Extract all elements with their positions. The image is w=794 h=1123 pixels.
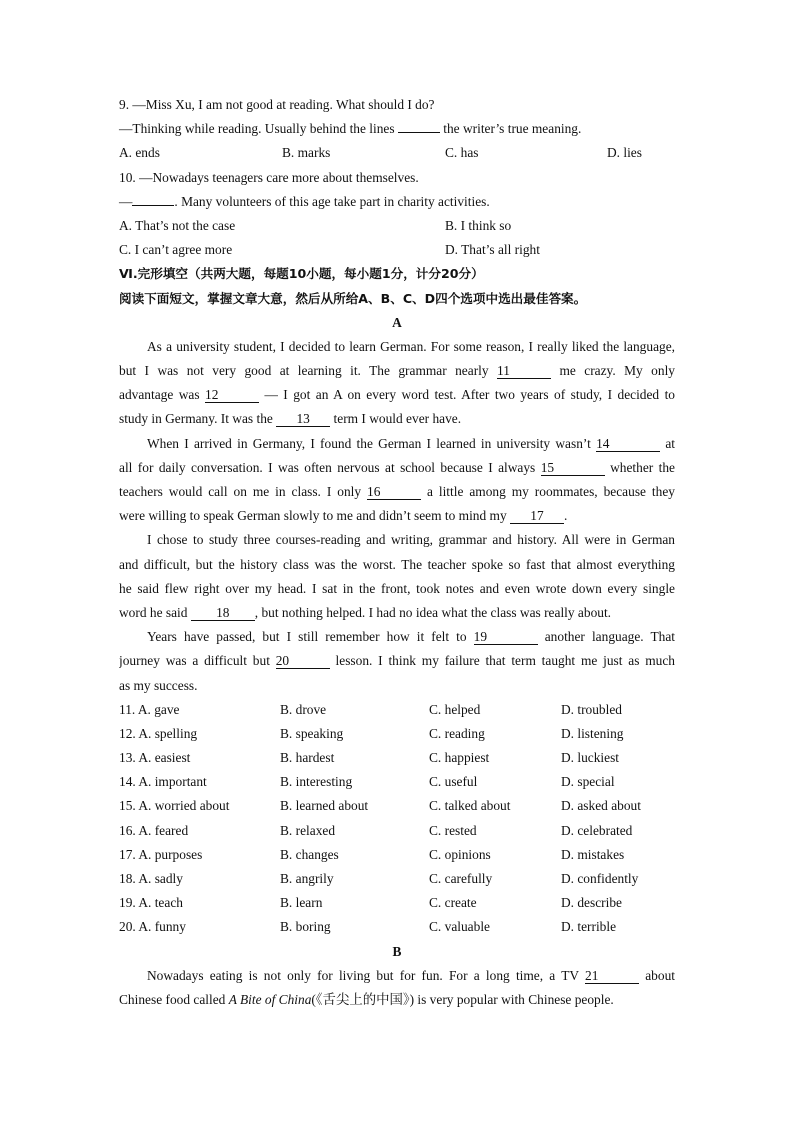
passage-line: but I was not very good at learning it. The grammar nearly 11 me crazy. My only	[119, 363, 675, 379]
option-row-16: 16. A. feared B. relaxed C. rested D. celebrated	[119, 822, 633, 838]
q9-options	[119, 141, 675, 165]
page-content	[119, 93, 675, 1012]
section-instruction: 阅读下面短文，掌握文章大意，然后从所给A、B、C、D四个选项中选出最佳答案。	[119, 290, 587, 306]
option-row-19: 19. A. teach B. learn C. create D. describe	[119, 895, 622, 911]
passage-line: When I arrived in Germany, I found the German I learned in university wasn’t 14 at	[147, 435, 675, 451]
blank-14: 14	[596, 436, 660, 452]
passage-line: Nowadays eating is not only for living but for fun. For a long time, a TV 21 about	[147, 967, 675, 983]
q9-reply: —Thinking while reading. Usually behind the lines the writer’s true meaning.	[119, 121, 582, 137]
option-row-15: 15. A. worried about B. learned about C. talked about D. asked about	[119, 798, 641, 814]
passage-a-heading: A	[392, 314, 402, 330]
q10-option-b: B. I think so	[445, 217, 512, 233]
passage-line: I chose to study three courses-reading and writing, grammar and history. All were in German	[147, 532, 675, 548]
section-title: Ⅵ.完形填空（共两大题，每题10小题，每小题1分，计分20分）	[119, 266, 484, 282]
q9-prompt: 9. —Miss Xu, I am not good at reading. What should I do?	[119, 97, 435, 112]
passage-line: advantage was 12 — I got an A on every word test. After two years of study, I decided to	[119, 387, 675, 403]
blank-12: 12	[205, 387, 259, 403]
option-row-18: 18. A. sadly B. angrily C. carefully D. confidently	[119, 871, 639, 886]
passage-line: he said flew right over my head. I sat in the front, took notes and even wrote down every single	[119, 580, 675, 596]
passage-line: journey was a difficult but 20 lesson. I think my failure that term taught me just as much	[119, 653, 675, 669]
q10-reply: — . Many volunteers of this age take part in charity activities.	[119, 193, 490, 209]
blank-17: 17	[510, 508, 564, 524]
passage-line: word he said 18 , but nothing helped. I had no idea what the class was really about.	[119, 604, 612, 620]
q10-prompt: 10. —Nowadays teenagers care more about themselves.	[119, 169, 419, 185]
q10-options-row1	[119, 214, 675, 238]
passage-line: Chinese food called A Bite of China(《舌尖上的中国》) is very popular with Chinese people.	[119, 991, 614, 1007]
blank-19: 19	[474, 629, 538, 645]
option-row-12: 12. A. spelling B. speaking C. reading D. listening	[119, 725, 624, 741]
passage-b-heading: B	[392, 943, 402, 959]
blank-21: 21	[585, 968, 639, 984]
blank-11: 11	[497, 363, 551, 379]
option-row-14: 14. A. important B. interesting C. useful D. special	[119, 774, 615, 790]
blank-20: 20	[276, 653, 330, 669]
tv-title: A Bite of China	[228, 991, 312, 1007]
q9-option-b: B. marks	[282, 145, 331, 161]
q9-option-d: D. lies	[607, 145, 642, 161]
passage-line: teachers would call on me in class. I only 16 a little among my roommates, because they	[119, 484, 675, 499]
blank-18: 18	[191, 605, 255, 621]
answer-blank	[398, 132, 440, 133]
passage-line: study in Germany. It was the 13 term I would ever have.	[119, 411, 462, 427]
option-row-13: 13. A. easiest B. hardest C. happiest D. luckiest	[119, 750, 620, 766]
option-row-17: 17. A. purposes B. changes C. opinions D. mistakes	[119, 846, 625, 862]
q9-option-c: C. has	[445, 145, 479, 161]
answer-blank	[132, 205, 174, 206]
passage-line: and difficult, but the history class was the worst. The teacher spoke so fast that almost everything	[119, 556, 675, 572]
blank-16: 16	[367, 484, 421, 500]
q10-option-a: A. That’s not the case	[119, 217, 236, 233]
passage-line: all for daily conversation. I was often nervous at school because I always 15 whether the	[119, 459, 675, 475]
passage-line: were willing to speak German slowly to me and didn’t seem to mind my 17 .	[119, 508, 568, 524]
passage-line: As a university student, I decided to learn German. For some reason, I really liked the language,	[147, 338, 675, 354]
q10-option-d: D. That’s all right	[445, 242, 540, 258]
passage-line: as my success.	[119, 677, 198, 693]
blank-13: 13	[276, 411, 330, 427]
option-row-11: 11. A. gave B. drove C. helped D. troubled	[119, 701, 622, 717]
q10-option-c: C. I can’t agree more	[119, 242, 233, 258]
passage-line: Years have passed, but I still remember how it felt to 19 another language. That	[147, 629, 675, 645]
q10-options-row2	[119, 238, 675, 262]
blank-15: 15	[541, 460, 605, 476]
q9-option-a: A. ends	[119, 145, 160, 161]
option-row-20: 20. A. funny B. boring C. valuable D. terrible	[119, 919, 617, 935]
